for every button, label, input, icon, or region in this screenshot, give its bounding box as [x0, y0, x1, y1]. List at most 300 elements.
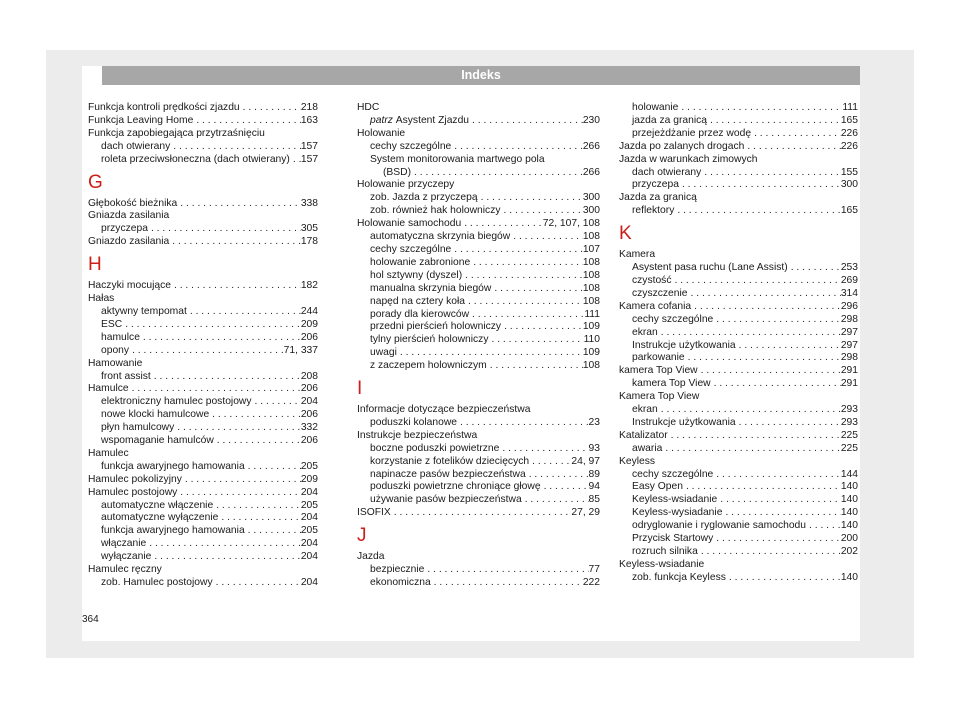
dot-leader [218, 512, 300, 525]
entry-term: Keyless-wsiadanie [619, 558, 705, 570]
entry-term: Gniazdo zasilania [88, 236, 170, 248]
index-subentry [357, 360, 600, 373]
dot-leader [726, 572, 841, 585]
entry-term: Holowanie samochodu [357, 218, 462, 230]
index-subentry [619, 205, 858, 218]
dot-leader [736, 417, 841, 430]
entry-term: czyszczenie [632, 287, 688, 299]
page-reference: 291 [840, 365, 858, 377]
entry-term: kamera Top View [619, 365, 698, 377]
dot-leader [713, 469, 841, 482]
index-entry [619, 301, 858, 314]
entry-term: płyn hamulcowy [101, 422, 175, 434]
page-reference: 332 [300, 422, 318, 434]
dot-leader [177, 198, 301, 211]
dot-leader [174, 422, 301, 435]
index-subentry [357, 270, 600, 283]
index-subentry [357, 443, 600, 456]
entry-term: Informacje dotyczące bezpieczeństwa [357, 404, 531, 416]
entry-term: Easy Open [632, 481, 683, 493]
dot-leader [193, 115, 301, 128]
dot-leader [529, 456, 571, 469]
page-reference: 202 [840, 546, 858, 557]
page-reference: 72, 107, 108 [542, 218, 600, 230]
dot-leader [431, 577, 583, 590]
entry-term: używanie pasów bezpieczeństwa [370, 494, 522, 506]
entry-term: Jazda w warunkach zimowych [619, 153, 758, 165]
entry-term: cechy szczególne [632, 313, 714, 325]
index-entry [357, 551, 600, 564]
page-reference: 209 [300, 318, 318, 330]
dot-leader [487, 360, 583, 373]
page-reference: 314 [840, 287, 858, 299]
index-entry [357, 179, 600, 192]
page-reference: 108 [582, 282, 600, 294]
entry-term: automatyczne włączenie [101, 499, 214, 511]
index-subentry [88, 435, 318, 448]
page-reference: 338 [300, 197, 318, 209]
index-entry [88, 487, 318, 500]
index-subentry [88, 551, 318, 564]
dot-leader [707, 115, 841, 128]
dot-leader [685, 352, 841, 365]
entry-term: uwagi [370, 347, 397, 359]
page-reference: 109 [582, 321, 600, 333]
entry-term: Haczyki mocujące [88, 280, 171, 292]
page-reference: 140 [840, 507, 858, 519]
entry-term: patrz Asystent Zjazdu [370, 114, 470, 126]
index-subentry [619, 572, 858, 585]
entry-term: Jazda po zalanych drogach [619, 140, 745, 152]
index-header: Indeks [102, 66, 860, 85]
page-reference: 208 [300, 370, 318, 382]
page-reference: 204 [300, 512, 318, 524]
index-entry [619, 365, 858, 378]
entry-term: ekonomiczna [370, 577, 431, 588]
page-reference: 140 [840, 520, 858, 532]
entry-term: HDC [357, 102, 380, 113]
entry-term: Asystent pasa ruchu (Lane Assist) [632, 262, 788, 274]
entry-term: manualna skrzynia biegów [370, 282, 492, 294]
index-subentry [619, 494, 858, 507]
entry-term: czystość [632, 274, 672, 286]
dot-leader [674, 205, 840, 218]
index-entry [88, 115, 318, 128]
index-column-2 [357, 102, 600, 590]
page-reference: 298 [840, 352, 858, 364]
entry-term: Jazda [357, 551, 385, 563]
entry-term: elektroniczny hamulec postojowy [101, 396, 252, 408]
index-entry [88, 448, 318, 461]
entry-term: jazda za granicą [632, 114, 707, 126]
index-subentry [619, 128, 858, 141]
page-reference: 297 [840, 326, 858, 338]
page-reference: 206 [300, 435, 318, 447]
entry-term: hol sztywny (dyszel) [370, 269, 463, 281]
index-subentry [619, 546, 858, 559]
index-subentry [357, 296, 600, 309]
entry-term: ESC [101, 318, 123, 330]
page-reference: 205 [300, 460, 318, 472]
index-entry [357, 218, 600, 231]
page-reference: 244 [300, 305, 318, 317]
dot-leader [469, 115, 583, 128]
entry-term: przyczepa [632, 179, 679, 191]
index-subentry [619, 262, 858, 275]
page-reference: 293 [840, 404, 858, 416]
entry-term: cechy szczególne [632, 468, 714, 480]
index-subentry [88, 538, 318, 551]
dot-leader [688, 288, 841, 301]
index-subentry [619, 115, 858, 128]
index-subentry [357, 469, 600, 482]
index-subentry [357, 417, 600, 430]
letter-heading: I [357, 378, 363, 400]
page-reference: 225 [840, 442, 858, 454]
entry-term: z zaczepem holowniczym [370, 360, 487, 372]
index-subentry [88, 306, 318, 319]
dot-leader [457, 417, 589, 430]
index-entry [619, 141, 858, 154]
page-reference: 204 [300, 577, 318, 588]
page-reference: 205 [300, 499, 318, 511]
entry-term: funkcja awaryjnego hamowania [101, 525, 245, 537]
entry-term: tylny pierścień holowniczy [370, 334, 489, 346]
index-subentry [88, 319, 318, 332]
entry-term: dach otwierany [101, 140, 171, 152]
page-reference: 157 [300, 140, 318, 152]
index-subentry [88, 223, 318, 236]
dot-leader [240, 102, 301, 115]
entry-term: Katalizator [619, 429, 668, 441]
page-reference: 108 [582, 295, 600, 307]
index-entry [357, 507, 600, 520]
dot-leader [501, 205, 583, 218]
index-subentry [619, 481, 858, 494]
page-reference: 178 [300, 236, 318, 248]
page-reference: 94 [588, 481, 600, 493]
index-subentry [619, 417, 858, 430]
dot-leader [122, 319, 301, 332]
dot-leader [245, 461, 301, 474]
entry-term: Hamulec [88, 447, 129, 459]
entry-term: przejeżdżanie przez wodę [632, 127, 752, 139]
dot-leader [140, 332, 301, 345]
dot-leader [679, 179, 841, 192]
dot-leader [214, 435, 301, 448]
index-entry [619, 192, 858, 205]
page-reference: 293 [840, 416, 858, 428]
dot-leader [290, 154, 301, 167]
entry-term: front assist [101, 370, 151, 382]
entry-term: Holowanie przyczepy [357, 179, 455, 191]
entry-term: ekran [632, 404, 658, 416]
dot-leader [526, 469, 589, 482]
index-subentry [88, 577, 318, 590]
page-reference: 266 [582, 166, 600, 178]
dot-leader [187, 306, 301, 319]
index-subentry [88, 422, 318, 435]
index-subentry [88, 461, 318, 474]
dot-leader [751, 128, 841, 141]
entry-term: Kamera Top View [619, 391, 700, 403]
entry-term: odryglowanie i ryglowanie samochodu [632, 520, 807, 532]
index-subentry [357, 564, 600, 577]
page-reference: 296 [840, 300, 858, 312]
page-reference: 89 [588, 468, 600, 480]
dot-leader [713, 314, 841, 327]
entry-term: Keyless-wysiadanie [632, 507, 723, 519]
page-reference: 206 [300, 383, 318, 395]
entry-term: Funkcja zapobiegająca przytrzaśnięciu [88, 127, 265, 139]
entry-term: włączanie [101, 538, 147, 550]
letter-heading: K [619, 223, 632, 245]
dot-leader [698, 546, 841, 559]
page-reference: 253 [840, 262, 858, 274]
page-reference: 218 [300, 102, 318, 113]
entry-term: porady dla kierowców [370, 308, 470, 320]
page-reference: 226 [840, 127, 858, 139]
entry-term: korzystanie z fotelików dziecięcych [370, 455, 530, 467]
index-subentry [619, 275, 858, 288]
page-reference: 108 [582, 256, 600, 268]
index-subentry [88, 332, 318, 345]
page-reference: 297 [840, 339, 858, 351]
dot-leader [501, 321, 583, 334]
entry-term: bezpiecznie [370, 564, 425, 576]
index-column-1 [88, 102, 318, 590]
index-subentry [357, 141, 600, 154]
entry-term: funkcja awaryjnego hamowania [101, 460, 245, 472]
index-subentry [88, 396, 318, 409]
entry-term: holowanie [632, 102, 679, 113]
dot-leader [462, 270, 583, 283]
dot-leader [691, 301, 841, 314]
page-reference: 144 [840, 468, 858, 480]
entry-term: ekran [632, 326, 658, 338]
page-reference: 300 [840, 179, 858, 191]
index-entry [88, 102, 318, 115]
page-reference: 108 [582, 231, 600, 243]
dot-leader [478, 192, 583, 205]
page-reference: 155 [840, 166, 858, 178]
entry-term: Keyless-wsiadanie [632, 494, 718, 506]
entry-term: Hamulec pokolizyjny [88, 473, 182, 485]
index-subentry [357, 283, 600, 296]
page-reference: 298 [840, 313, 858, 325]
page-reference: 206 [300, 409, 318, 421]
entry-term: cechy szczególne [370, 243, 452, 255]
index-entry [357, 128, 600, 141]
entry-term: dach otwierany [632, 166, 702, 178]
page-reference: 27, 29 [571, 507, 600, 519]
index-entry [88, 128, 318, 141]
page-reference: 225 [840, 429, 858, 441]
dot-leader [662, 443, 840, 456]
index-entry [88, 564, 318, 577]
dot-leader [461, 218, 543, 231]
entry-term: poduszki kolanowe [370, 416, 458, 428]
entry-term: cechy szczególne [370, 140, 452, 152]
entry-term: Gniazda zasilania [88, 210, 170, 222]
index-subentry [619, 404, 858, 417]
dot-leader [701, 167, 841, 180]
entry-term: Hamulec postojowy [88, 486, 178, 498]
page-reference: 204 [300, 551, 318, 563]
entry-term: reflektory [632, 205, 675, 217]
dot-leader [510, 231, 583, 244]
dot-leader [668, 430, 841, 443]
page-reference: 206 [300, 331, 318, 343]
page-number: 364 [82, 614, 99, 625]
page-reference: 305 [300, 223, 318, 235]
index-subentry [619, 352, 858, 365]
index-subentry [88, 525, 318, 538]
index-subentry [88, 512, 318, 525]
index-entry [619, 249, 858, 262]
page-reference: 291 [840, 378, 858, 390]
index-subentry [357, 154, 600, 167]
dot-leader [451, 244, 583, 257]
page-reference: 140 [840, 571, 858, 583]
page-reference: 111 [584, 308, 600, 320]
page-reference: 209 [300, 473, 318, 485]
index-subentry [357, 205, 600, 218]
index-entry [619, 456, 858, 469]
index-subentry [619, 507, 858, 520]
entry-term: Holowanie [357, 127, 406, 139]
entry-term: zob. również hak holowniczy [370, 205, 501, 217]
dot-leader [658, 327, 841, 340]
letter-heading: J [357, 525, 367, 547]
dot-leader [169, 236, 301, 249]
index-subentry [619, 288, 858, 301]
index-entry [88, 280, 318, 293]
entry-term: Kamera [619, 249, 656, 261]
entry-term: boczne poduszki powietrzne [370, 442, 500, 454]
dot-leader [391, 507, 572, 520]
entry-term: roleta przeciwsłoneczna (dach otwierany) [101, 153, 290, 165]
letter-heading: H [88, 254, 102, 276]
page-reference: 205 [300, 525, 318, 537]
index-subentry [619, 167, 858, 180]
index-subentry [357, 577, 600, 590]
page-reference: 85 [588, 494, 600, 506]
page-reference: 71, 337 [283, 344, 318, 356]
entry-term: Hałas [88, 293, 115, 305]
page-reference: 110 [583, 334, 600, 346]
page-reference: 266 [582, 140, 600, 152]
dot-leader [717, 494, 841, 507]
dot-leader [129, 345, 284, 358]
entry-term: Głębokość bieżnika [88, 197, 178, 209]
dot-leader [209, 409, 301, 422]
dot-leader [499, 443, 588, 456]
page-reference: 230 [582, 114, 600, 126]
dot-leader [541, 481, 589, 494]
dot-leader [788, 262, 841, 275]
entry-term: opony [101, 344, 130, 356]
index-subentry [88, 154, 318, 167]
index-entry [619, 559, 858, 572]
page-reference: 204 [300, 486, 318, 498]
index-subentry [619, 443, 858, 456]
index-subentry [357, 481, 600, 494]
dot-leader [469, 309, 584, 322]
dot-leader [148, 223, 301, 236]
dot-leader [678, 102, 842, 115]
index-subentry [619, 378, 858, 391]
entry-term: Kamera cofania [619, 300, 692, 312]
dot-leader [713, 533, 841, 546]
dot-leader [488, 334, 583, 347]
index-subentry [88, 500, 318, 513]
page-reference: 93 [588, 442, 600, 454]
dot-leader [151, 551, 300, 564]
dot-leader [671, 275, 840, 288]
entry-term: wyłączanie [101, 551, 152, 563]
page-reference: 204 [300, 538, 318, 550]
index-column-3 [619, 102, 858, 585]
index-subentry [357, 347, 600, 360]
index-entry [619, 154, 858, 167]
page-reference: 269 [840, 274, 858, 286]
dot-leader [711, 378, 841, 391]
entry-term: Keyless [619, 455, 656, 467]
index-subentry [357, 244, 600, 257]
dot-leader [245, 525, 301, 538]
dot-leader [522, 494, 589, 507]
dot-leader [698, 365, 841, 378]
index-subentry [619, 314, 858, 327]
page-reference: 204 [300, 396, 318, 408]
dot-leader [744, 141, 840, 154]
dot-leader [177, 487, 301, 500]
index-subentry [357, 334, 600, 347]
index-subentry [88, 345, 318, 358]
dot-leader [171, 280, 301, 293]
entry-term: przyczepa [101, 223, 148, 235]
entry-term: Jazda za granicą [619, 192, 697, 204]
dot-leader [736, 340, 841, 353]
index-entry [357, 430, 600, 443]
dot-leader [397, 347, 583, 360]
index-subentry [619, 469, 858, 482]
index-subentry [357, 456, 600, 469]
entry-term: Instrukcje użytkowania [632, 339, 736, 351]
index-subentry [619, 327, 858, 340]
entry-term: poduszki powietrzne chroniące głowę [370, 481, 541, 493]
dot-leader [213, 500, 301, 513]
dot-leader [182, 474, 301, 487]
index-subentry [88, 371, 318, 384]
entry-term: Hamulce [88, 383, 129, 395]
index-entry [619, 430, 858, 443]
entry-term: Instrukcje użytkowania [632, 416, 736, 428]
page-reference: 226 [840, 140, 858, 152]
index-subentry [357, 321, 600, 334]
letter-heading: G [88, 171, 103, 193]
index-entry [357, 404, 600, 417]
dot-leader [252, 396, 301, 409]
page-reference: 108 [582, 269, 600, 281]
page-reference: 165 [840, 205, 858, 217]
page-reference: 140 [840, 481, 858, 493]
index-entry [88, 293, 318, 306]
entry-term: parkowanie [632, 352, 685, 364]
entry-term: aktywny tempomat [101, 305, 187, 317]
entry-term: nowe klocki hamulcowe [101, 409, 210, 421]
